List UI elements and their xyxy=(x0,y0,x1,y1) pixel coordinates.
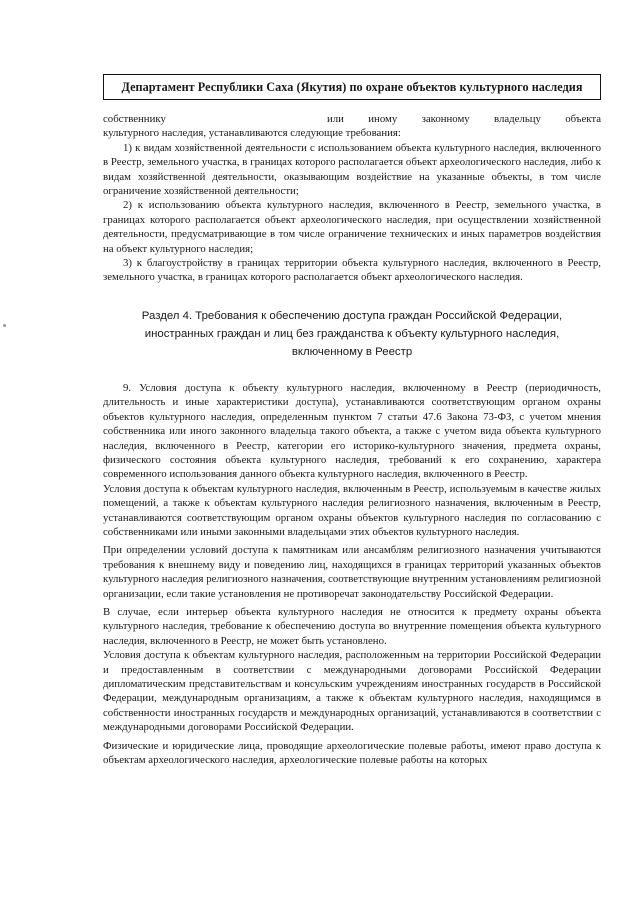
section-heading-line-1: Раздел 4. Требования к обеспечению доступа граждан Российской Федерации, xyxy=(141,309,563,322)
requirement-item-1: 1) к видам хозяйственной деятельности с использованием объекта культурного наследия, включенного в Реестр, земельного участка, в границах которого располагается объект археологического наследия, либо к видам хозяйственной деятельности, оказывающим воздействие на указанные объекты, в том числе ограничение хозяйственной деятельности; xyxy=(103,141,601,198)
section-heading-line-3: включенному в Реестр xyxy=(291,345,413,358)
department-header xyxy=(103,74,601,100)
section-heading-line-2: иностранных граждан и лиц без гражданства к объекту культурного наследия, xyxy=(144,327,560,340)
intro-line xyxy=(103,112,601,126)
document-body xyxy=(103,112,601,767)
intro-right: или иному законному владельцу объекта xyxy=(327,113,601,125)
paragraph-archaeological: Физические и юридические лица, проводящие археологические полевые работы, имеют право доступа к объектам археологического наследия, археологические полевые работы на которых xyxy=(103,739,601,767)
paragraph-access-residential: Условия доступа к объектам культурного наследия, включенным в Реестр, используемым в качестве жилых помещений, а также к объектам культурного наследия религиозного назначения, включенным в Реестр, устанавливаются соответствующим органом охраны объектов культурного наследия по согласованию с собственниками или иными законными владельцами этих объектов культурного наследия. xyxy=(103,482,601,538)
intro-left: собственнику xyxy=(103,113,166,125)
requirement-item-3: 3) к благоустройству в границах территории объекта культурного наследия, включенного в Реестр, земельного участка, в границах которого располагается объект археологического наследия. xyxy=(103,257,601,284)
section-heading xyxy=(103,307,601,361)
paragraph-9: 9. Условия доступа к объекту культурного наследия, включенному в Реестр (периодичность, длительность и иные характеристики доступа), устанавливаются соответствующим органом охраны объектов культурного наследия, определенным пунктом 7 статьи 47.6 Закона 73-ФЗ, с учетом мнения собственника или иного законного владельца такого объекта, а также с учетом вида объекта культурного наследия, включенного в Реестр, категории его историко-культурного значения, предмета охраны, физического состояния объекта культурного наследия, требований к его сохранению, характера современного использования данного объекта культурного наследия, включенного в Реестр. xyxy=(103,381,601,481)
intro-continuation: культурного наследия, устанавливаются следующие требования: xyxy=(103,127,401,140)
scan-mark xyxy=(3,324,6,327)
paragraph-religious: При определении условий доступа к памятникам или ансамблям религиозного назначения учитываются требования к внешнему виду и поведению лиц, находящихся в границах территорий указанных объектов культурного наследия религиозного назначения, соответствующие внутренним установлениям религиозной организации, если такие установления не противоречат законодательству Российской Федерации. xyxy=(103,544,601,600)
paragraph-interior: В случае, если интерьер объекта культурного наследия не относится к предмету охраны объекта культурного наследия, требование к обеспечению доступа во внутренние помещения объекта культурного наследия, включенного в Реестр, не может быть установлено. xyxy=(103,605,601,647)
paragraph-diplomatic: Условия доступа к объектам культурного наследия, расположенным на территории Российской Федерации и предоставленным в соответствии с международными договорами Российской Федерации дипломатическим представительствам и консульским учреждениям иностранных государств в Российской Федерации, международным организациям, а также к объектам культурного наследия, находящимся в собственности иностранных государств и международных организаций, устанавливаются в соответствии с международными договорами Российской Федерации. xyxy=(103,649,601,734)
requirement-item-2: 2) к использованию объекта культурного наследия, включенного в Реестр, земельного участка, в границах которого располагается объект археологического наследия, при осуществлении хозяйственной деятельности, предусматривающие в том числе ограничение технических и иных параметров воздействия на объект культурного наследия; xyxy=(103,199,601,255)
department-title: Департамент Республики Саха (Якутия) по охране объектов культурного наследия xyxy=(121,79,583,94)
